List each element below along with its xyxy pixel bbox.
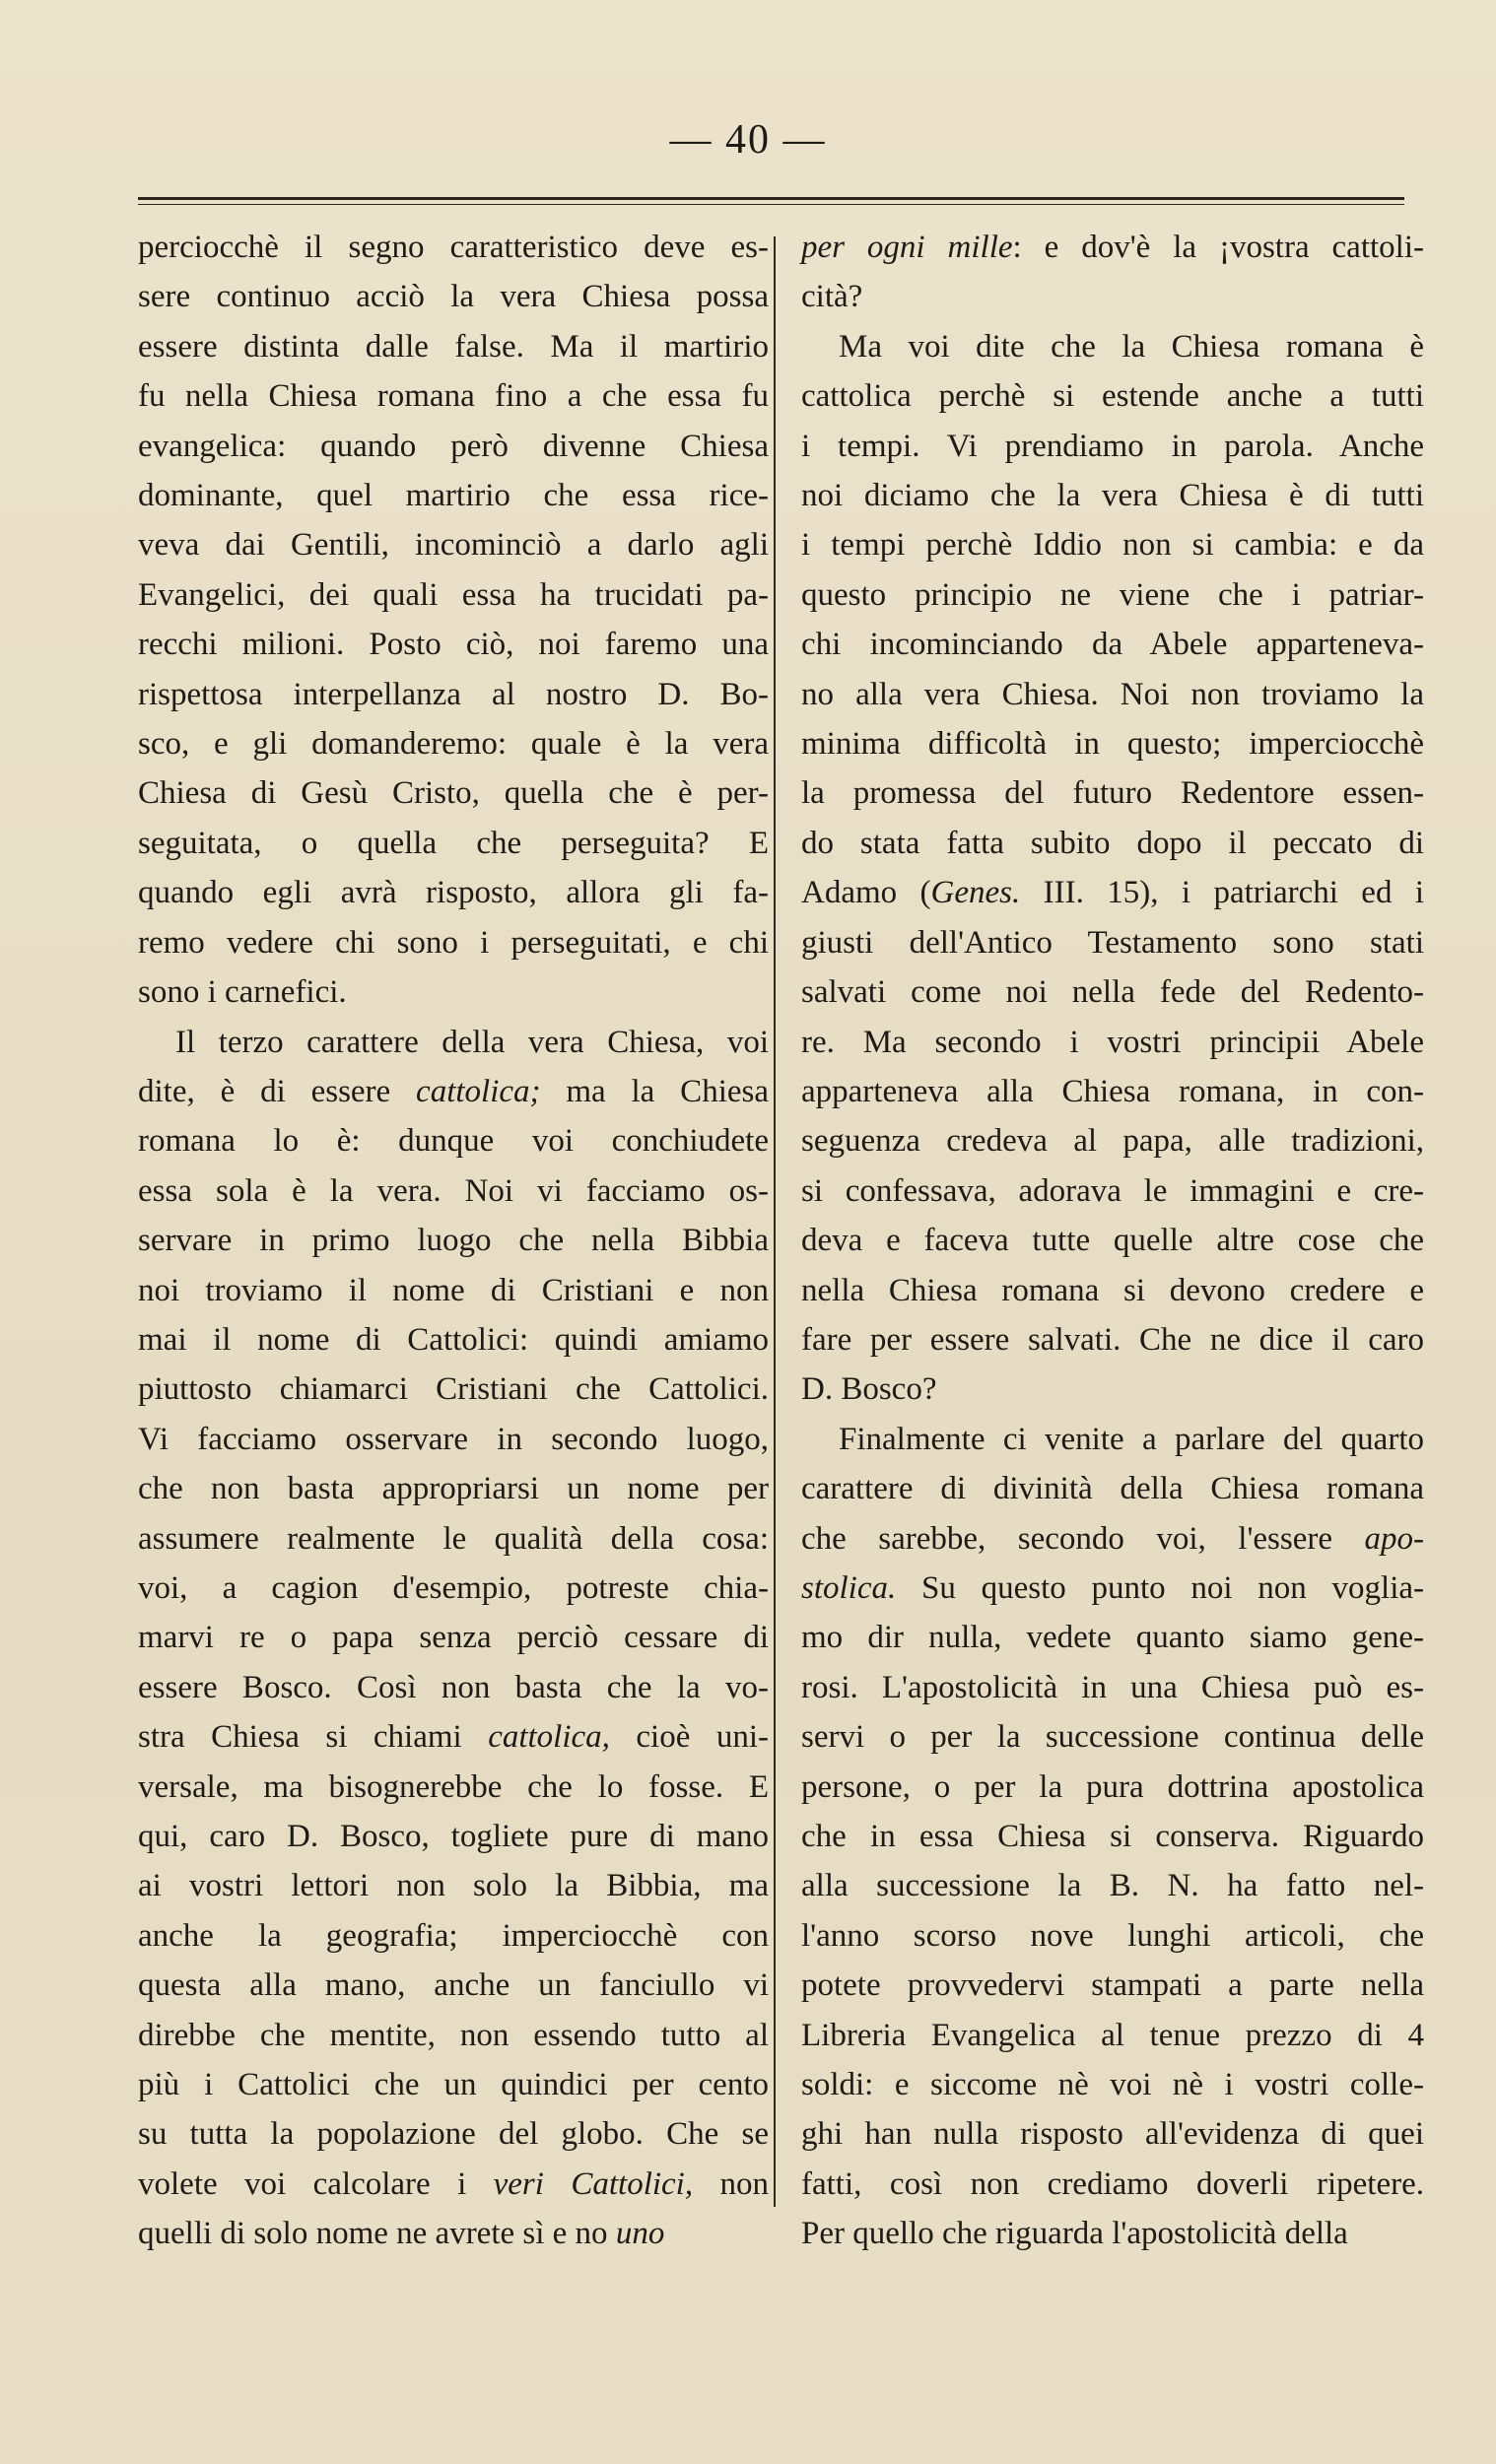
text-line: alla successione la B. N. ha fatto nel- xyxy=(801,1868,1424,1904)
text-line: veva dai Gentili, incominciò a darlo agli xyxy=(138,527,769,564)
text-line: sono i carnefici. xyxy=(138,974,347,1011)
text-line: perciocchè il segno caratteristico deve es- xyxy=(138,230,769,265)
text-line: D. Bosco? xyxy=(801,1371,937,1408)
text-line: dite, è di essere cattolica; ma la Chiesa xyxy=(138,1073,769,1109)
text-line: Finalmente ci venite a parlare del quarto xyxy=(839,1421,1424,1457)
text-line: più i Cattolici che un quindici per cento xyxy=(138,2067,769,2103)
text-line: questa alla mano, anche un fanciullo vi xyxy=(138,1967,769,2004)
text-line: qui, caro D. Bosco, togliete pure di mano xyxy=(138,1819,769,1854)
left-column xyxy=(138,223,769,2259)
text-line: Vi facciamo osservare in secondo luogo, xyxy=(138,1421,769,1457)
text-line: anche la geografia; imperciocchè con xyxy=(138,1917,769,1954)
text-line: Ma voi dite che la Chiesa romana è xyxy=(839,328,1424,365)
text-line: dominante, quel martirio che essa rice- xyxy=(138,478,769,514)
column-divider xyxy=(774,236,776,2207)
text-line: voi, a cagion d'esempio, potreste chia- xyxy=(138,1569,769,1606)
text-line: noi troviamo il nome di Cristiani e non xyxy=(138,1272,769,1308)
text-line: si confessava, adorava le immagini e cre- xyxy=(801,1172,1424,1209)
text-line: essa sola è la vera. Noi vi facciamo os- xyxy=(138,1172,769,1209)
text-line: sere continuo acciò la vera Chiesa possa xyxy=(138,279,769,315)
text-line: su tutta la popolazione del globo. Che se xyxy=(138,2116,769,2153)
text-line: persone, o per la pura dottrina apostolica xyxy=(801,1768,1424,1805)
text-line: minima difficoltà in questo; imperciocchè xyxy=(801,726,1424,763)
text-line: remo vedere chi sono i perseguitati, e chi xyxy=(138,924,769,961)
text-line: che non basta appropriarsi un nome per xyxy=(138,1471,769,1507)
text-line: stolica. Su questo punto noi non voglia- xyxy=(801,1569,1424,1606)
text-line: deva e faceva tutte quelle altre cose che xyxy=(801,1223,1424,1259)
text-line: quando egli avrà risposto, allora gli fa- xyxy=(138,875,769,911)
text-line: Evangelici, dei quali essa ha trucidati pa- xyxy=(138,576,769,613)
text-line: do stata fatta subito dopo il peccato di xyxy=(801,825,1424,861)
text-line: essere distinta dalle false. Ma il martirio xyxy=(138,328,769,365)
text-line: i tempi. Vi prendiamo in parola. Anche xyxy=(801,428,1424,464)
text-line: marvi re o papa senza perciò cessare di xyxy=(138,1620,769,1656)
right-column xyxy=(801,223,1424,2259)
text-line: stra Chiesa si chiami cattolica, cioè uni- xyxy=(138,1719,770,1756)
page-number: — 40 — xyxy=(669,117,827,163)
text-line: ghi han nulla risposto all'evidenza di quei xyxy=(801,2116,1424,2153)
text-line: re. Ma secondo i vostri principii Abele xyxy=(801,1024,1424,1060)
text-line: soldi: e siccome nè voi nè i vostri colle- xyxy=(801,2067,1424,2103)
text-line: essere Bosco. Così non basta che la vo- xyxy=(138,1669,769,1705)
text-line: ai vostri lettori non solo la Bibbia, ma xyxy=(138,1868,769,1904)
text-line: Libreria Evangelica al tenue prezzo di 4 xyxy=(801,2017,1424,2053)
text-line: fu nella Chiesa romana fino a che essa fu xyxy=(138,378,769,415)
text-line: romana lo è: dunque voi conchiudete xyxy=(138,1123,769,1160)
text-line: Adamo (Genes. III. 15), i patriarchi ed i xyxy=(801,875,1425,911)
text-line: no alla vera Chiesa. Noi non troviamo la xyxy=(801,676,1424,712)
text-line: assumere realmente le qualità della cosa: xyxy=(138,1520,769,1557)
text-line: noi diciamo che la vera Chiesa è di tutti xyxy=(801,478,1424,514)
text-line: mo dir nulla, vedete quanto siamo gene- xyxy=(801,1620,1424,1656)
text-line: l'anno scorso nove lunghi articoli, che xyxy=(801,1917,1424,1954)
text-line: che in essa Chiesa si conserva. Riguardo xyxy=(801,1819,1424,1854)
text-line: che sarebbe, secondo voi, l'essere apo- xyxy=(801,1520,1424,1557)
text-line: Chiesa di Gesù Cristo, quella che è per- xyxy=(138,775,769,812)
text-line: nella Chiesa romana si devono credere e xyxy=(801,1272,1424,1308)
text-line: mai il nome di Cattolici: quindi amiamo xyxy=(138,1321,769,1358)
text-line: apparteneva alla Chiesa romana, in con- xyxy=(801,1073,1424,1109)
text-line: fare per essere salvati. Che ne dice il caro xyxy=(801,1321,1424,1358)
text-line: direbbe che mentite, non essendo tutto al xyxy=(138,2017,769,2053)
text-line: carattere di divinità della Chiesa romana xyxy=(801,1471,1424,1507)
text-line: rosi. L'apostolicità in una Chiesa può es- xyxy=(801,1669,1424,1705)
text-line: recchi milioni. Posto ciò, noi faremo una xyxy=(138,627,769,663)
text-line: evangelica: quando però divenne Chiesa xyxy=(138,428,769,464)
text-line: quelli di solo nome ne avrete sì e no uno xyxy=(138,2216,665,2252)
text-line: chi incominciando da Abele apparteneva- xyxy=(801,627,1424,663)
text-line: salvati come noi nella fede del Redento- xyxy=(801,974,1424,1011)
text-line: potete provvedervi stampati a parte nella xyxy=(801,1967,1424,2004)
text-line: per ogni mille: e dov'è la ¡vostra cattoli- xyxy=(801,230,1424,265)
text-line: la promessa del futuro Redentore essen- xyxy=(801,775,1424,812)
text-line: i tempi perchè Iddio non si cambia: e da xyxy=(801,527,1424,564)
text-line: servi o per la successione continua delle xyxy=(801,1719,1424,1756)
text-line: sco, e gli domanderemo: quale è la vera xyxy=(138,726,769,763)
text-line: giusti dell'Antico Testamento sono stati xyxy=(801,924,1424,961)
text-line: servare in primo luogo che nella Bibbia xyxy=(138,1223,769,1259)
text-line: rispettosa interpellanza al nostro D. Bo- xyxy=(138,676,769,712)
header-rule xyxy=(138,197,1404,205)
text-line: versale, ma bisognerebbe che lo fosse. E xyxy=(138,1768,769,1805)
text-line: questo principio ne viene che i patriar- xyxy=(801,576,1424,613)
text-line: fatti, così non crediamo doverli ripetere. xyxy=(801,2165,1424,2202)
text-line: seguenza credeva al papa, alle tradizioni, xyxy=(801,1123,1424,1160)
text-line: Per quello che riguarda l'apostolicità della xyxy=(801,2216,1348,2252)
text-line: volete voi calcolare i veri Cattolici, non xyxy=(138,2165,770,2202)
text-line: Il terzo carattere della vera Chiesa, voi xyxy=(175,1024,769,1060)
text-line: cità? xyxy=(801,279,863,315)
text-line: piuttosto chiamarci Cristiani che Cattolici. xyxy=(138,1371,769,1408)
text-line: cattolica perchè si estende anche a tutti xyxy=(801,378,1424,415)
text-line: seguitata, o quella che perseguita? E xyxy=(138,825,769,861)
